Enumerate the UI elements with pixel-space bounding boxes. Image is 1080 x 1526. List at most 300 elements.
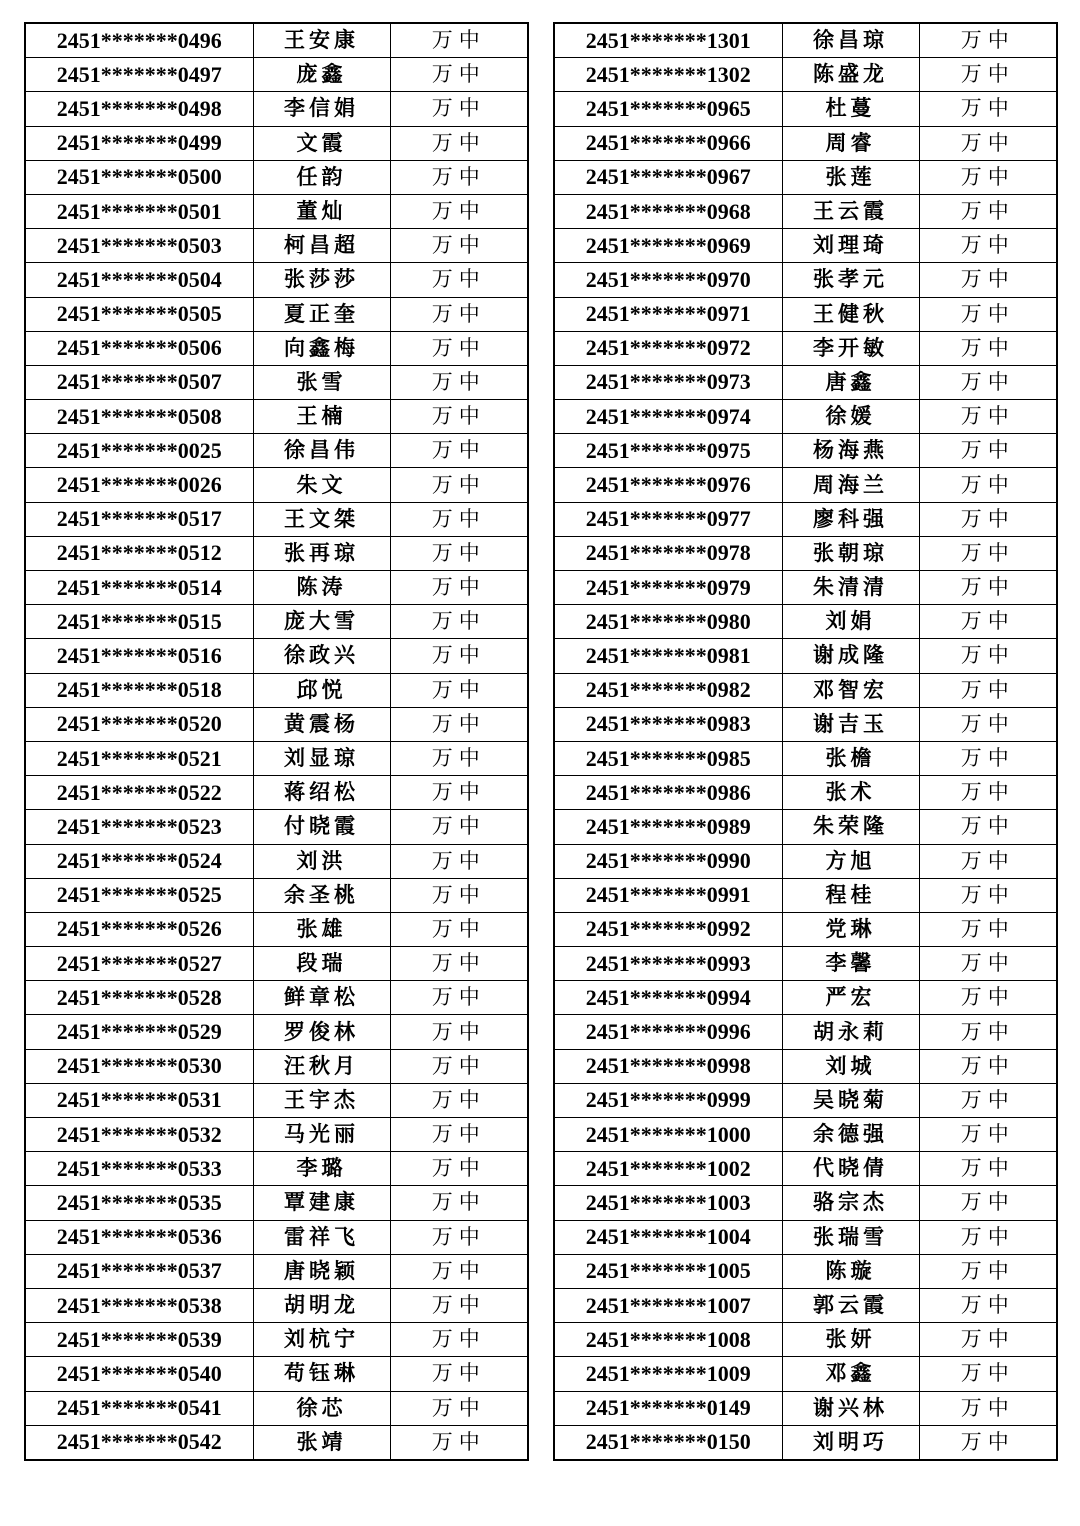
table-row [554, 536, 1057, 570]
table-row [554, 707, 1057, 741]
id-cell: 2451*******0976 [554, 468, 782, 502]
id-cell: 2451*******0501 [25, 194, 253, 228]
school-cell: 万中 [919, 23, 1057, 58]
name-cell: 王健秋 [782, 297, 919, 331]
id-cell: 2451*******0974 [554, 400, 782, 434]
table-row [554, 263, 1057, 297]
id-cell: 2451*******0529 [25, 1015, 253, 1049]
table-row [25, 400, 528, 434]
id-cell: 2451*******0149 [554, 1391, 782, 1425]
table-row [25, 160, 528, 194]
name-cell: 方旭 [782, 844, 919, 878]
table-row [25, 297, 528, 331]
name-cell: 张术 [782, 776, 919, 810]
school-cell: 万中 [390, 1425, 528, 1460]
table-row [25, 1323, 528, 1357]
id-cell: 2451*******0515 [25, 605, 253, 639]
id-cell: 2451*******0981 [554, 639, 782, 673]
id-cell: 2451*******0521 [25, 741, 253, 775]
roster-table-left [24, 22, 529, 1461]
name-cell: 刘理琦 [782, 229, 919, 263]
school-cell: 万中 [390, 229, 528, 263]
roster-table-right-body [554, 23, 1057, 1460]
id-cell: 2451*******0985 [554, 741, 782, 775]
table-row [554, 1323, 1057, 1357]
school-cell: 万中 [919, 434, 1057, 468]
name-cell: 党琳 [782, 912, 919, 946]
id-cell: 2451*******0972 [554, 331, 782, 365]
school-cell: 万中 [919, 1186, 1057, 1220]
table-row [554, 502, 1057, 536]
school-cell: 万中 [390, 1323, 528, 1357]
table-row [554, 365, 1057, 399]
name-cell: 唐鑫 [782, 365, 919, 399]
id-cell: 2451*******1301 [554, 23, 782, 58]
id-cell: 2451*******0498 [25, 92, 253, 126]
name-cell: 李馨 [782, 947, 919, 981]
name-cell: 刘洪 [253, 844, 390, 878]
name-cell: 李信娟 [253, 92, 390, 126]
table-row [25, 331, 528, 365]
name-cell: 刘明巧 [782, 1425, 919, 1460]
name-cell: 朱荣隆 [782, 810, 919, 844]
school-cell: 万中 [390, 297, 528, 331]
name-cell: 黄震杨 [253, 707, 390, 741]
table-row [554, 468, 1057, 502]
name-cell: 胡永莉 [782, 1015, 919, 1049]
school-cell: 万中 [390, 468, 528, 502]
id-cell: 2451*******0499 [25, 126, 253, 160]
name-cell: 吴晓菊 [782, 1083, 919, 1117]
table-row [25, 502, 528, 536]
name-cell: 徐昌伟 [253, 434, 390, 468]
id-cell: 2451*******0971 [554, 297, 782, 331]
name-cell: 余圣桃 [253, 878, 390, 912]
school-cell: 万中 [919, 878, 1057, 912]
roster-table-right [553, 22, 1058, 1461]
table-row [25, 741, 528, 775]
table-row [25, 1357, 528, 1391]
id-cell: 2451*******0532 [25, 1118, 253, 1152]
id-cell: 2451*******0516 [25, 639, 253, 673]
id-cell: 2451*******0996 [554, 1015, 782, 1049]
name-cell: 董灿 [253, 194, 390, 228]
school-cell: 万中 [390, 912, 528, 946]
school-cell: 万中 [919, 1425, 1057, 1460]
table-row [25, 1118, 528, 1152]
school-cell: 万中 [390, 776, 528, 810]
name-cell: 徐媛 [782, 400, 919, 434]
name-cell: 王安康 [253, 23, 390, 58]
school-cell: 万中 [390, 1118, 528, 1152]
school-cell: 万中 [919, 365, 1057, 399]
name-cell: 谢吉玉 [782, 707, 919, 741]
table-row [25, 981, 528, 1015]
table-row [25, 1391, 528, 1425]
id-cell: 2451*******0504 [25, 263, 253, 297]
table-row [554, 229, 1057, 263]
table-row [25, 126, 528, 160]
name-cell: 张雪 [253, 365, 390, 399]
school-cell: 万中 [390, 126, 528, 160]
id-cell: 2451*******0530 [25, 1049, 253, 1083]
id-cell: 2451*******0999 [554, 1083, 782, 1117]
school-cell: 万中 [919, 1049, 1057, 1083]
table-row [25, 947, 528, 981]
table-row [554, 1357, 1057, 1391]
name-cell: 廖科强 [782, 502, 919, 536]
table-row [25, 229, 528, 263]
table-row [554, 776, 1057, 810]
name-cell: 付晓霞 [253, 810, 390, 844]
school-cell: 万中 [390, 878, 528, 912]
table-row [25, 536, 528, 570]
name-cell: 段瑞 [253, 947, 390, 981]
name-cell: 郭云霞 [782, 1288, 919, 1322]
name-cell: 向鑫梅 [253, 331, 390, 365]
id-cell: 2451*******0524 [25, 844, 253, 878]
name-cell: 李开敏 [782, 331, 919, 365]
table-row [554, 1152, 1057, 1186]
table-row [554, 1015, 1057, 1049]
id-cell: 2451*******0500 [25, 160, 253, 194]
table-row [25, 92, 528, 126]
name-cell: 柯昌超 [253, 229, 390, 263]
id-cell: 2451*******0967 [554, 160, 782, 194]
school-cell: 万中 [919, 947, 1057, 981]
table-row [25, 434, 528, 468]
school-cell: 万中 [919, 912, 1057, 946]
id-cell: 2451*******0538 [25, 1288, 253, 1322]
table-row [554, 126, 1057, 160]
id-cell: 2451*******0026 [25, 468, 253, 502]
name-cell: 邓鑫 [782, 1357, 919, 1391]
school-cell: 万中 [390, 1186, 528, 1220]
id-cell: 2451*******0508 [25, 400, 253, 434]
table-row [25, 639, 528, 673]
school-cell: 万中 [919, 707, 1057, 741]
school-cell: 万中 [919, 639, 1057, 673]
school-cell: 万中 [919, 1391, 1057, 1425]
school-cell: 万中 [390, 1391, 528, 1425]
id-cell: 2451*******1008 [554, 1323, 782, 1357]
id-cell: 2451*******0517 [25, 502, 253, 536]
table-row [25, 1186, 528, 1220]
name-cell: 夏正奎 [253, 297, 390, 331]
name-cell: 张檐 [782, 741, 919, 775]
table-row [554, 194, 1057, 228]
id-cell: 2451*******0978 [554, 536, 782, 570]
school-cell: 万中 [390, 1049, 528, 1083]
name-cell: 任韵 [253, 160, 390, 194]
id-cell: 2451*******0977 [554, 502, 782, 536]
id-cell: 2451*******0536 [25, 1220, 253, 1254]
id-cell: 2451*******0980 [554, 605, 782, 639]
id-cell: 2451*******0539 [25, 1323, 253, 1357]
id-cell: 2451*******0523 [25, 810, 253, 844]
name-cell: 王文桀 [253, 502, 390, 536]
name-cell: 汪秋月 [253, 1049, 390, 1083]
table-row [25, 605, 528, 639]
id-cell: 2451*******0982 [554, 673, 782, 707]
table-row [554, 1288, 1057, 1322]
name-cell: 覃建康 [253, 1186, 390, 1220]
school-cell: 万中 [919, 126, 1057, 160]
name-cell: 张莎莎 [253, 263, 390, 297]
school-cell: 万中 [919, 468, 1057, 502]
id-cell: 2451*******0973 [554, 365, 782, 399]
id-cell: 2451*******0526 [25, 912, 253, 946]
school-cell: 万中 [390, 844, 528, 878]
table-row [554, 1425, 1057, 1460]
name-cell: 朱文 [253, 468, 390, 502]
id-cell: 2451*******1000 [554, 1118, 782, 1152]
table-row [25, 1049, 528, 1083]
name-cell: 苟钰琳 [253, 1357, 390, 1391]
id-cell: 2451*******0512 [25, 536, 253, 570]
school-cell: 万中 [919, 263, 1057, 297]
name-cell: 陈璇 [782, 1254, 919, 1288]
school-cell: 万中 [390, 536, 528, 570]
id-cell: 2451*******0542 [25, 1425, 253, 1460]
name-cell: 骆宗杰 [782, 1186, 919, 1220]
school-cell: 万中 [919, 229, 1057, 263]
id-cell: 2451*******0497 [25, 58, 253, 92]
name-cell: 周睿 [782, 126, 919, 160]
table-row [554, 400, 1057, 434]
id-cell: 2451*******0975 [554, 434, 782, 468]
school-cell: 万中 [919, 810, 1057, 844]
school-cell: 万中 [390, 1254, 528, 1288]
name-cell: 周海兰 [782, 468, 919, 502]
table-row [25, 1152, 528, 1186]
school-cell: 万中 [390, 1083, 528, 1117]
id-cell: 2451*******0507 [25, 365, 253, 399]
table-row [554, 981, 1057, 1015]
name-cell: 马光丽 [253, 1118, 390, 1152]
school-cell: 万中 [390, 1357, 528, 1391]
table-row [554, 878, 1057, 912]
id-cell: 2451*******1007 [554, 1288, 782, 1322]
id-cell: 2451*******1003 [554, 1186, 782, 1220]
table-row [554, 1220, 1057, 1254]
table-row [554, 92, 1057, 126]
school-cell: 万中 [390, 1152, 528, 1186]
school-cell: 万中 [390, 1015, 528, 1049]
name-cell: 程桂 [782, 878, 919, 912]
table-row [25, 58, 528, 92]
name-cell: 李璐 [253, 1152, 390, 1186]
table-row [554, 1186, 1057, 1220]
school-cell: 万中 [919, 502, 1057, 536]
school-cell: 万中 [919, 844, 1057, 878]
id-cell: 2451*******0541 [25, 1391, 253, 1425]
id-cell: 2451*******0533 [25, 1152, 253, 1186]
school-cell: 万中 [919, 776, 1057, 810]
table-row [554, 160, 1057, 194]
school-cell: 万中 [390, 1288, 528, 1322]
name-cell: 王楠 [253, 400, 390, 434]
school-cell: 万中 [919, 673, 1057, 707]
school-cell: 万中 [919, 1357, 1057, 1391]
table-row [25, 1220, 528, 1254]
id-cell: 2451*******0965 [554, 92, 782, 126]
name-cell: 刘娟 [782, 605, 919, 639]
table-row [554, 434, 1057, 468]
school-cell: 万中 [390, 810, 528, 844]
name-cell: 张朝琼 [782, 536, 919, 570]
id-cell: 2451*******0979 [554, 571, 782, 605]
table-row [554, 297, 1057, 331]
school-cell: 万中 [919, 92, 1057, 126]
school-cell: 万中 [390, 673, 528, 707]
school-cell: 万中 [919, 605, 1057, 639]
school-cell: 万中 [919, 1220, 1057, 1254]
name-cell: 鲜章松 [253, 981, 390, 1015]
id-cell: 2451*******1004 [554, 1220, 782, 1254]
name-cell: 朱清清 [782, 571, 919, 605]
school-cell: 万中 [919, 741, 1057, 775]
table-row [554, 571, 1057, 605]
id-cell: 2451*******0520 [25, 707, 253, 741]
school-cell: 万中 [390, 194, 528, 228]
school-cell: 万中 [919, 400, 1057, 434]
name-cell: 王宇杰 [253, 1083, 390, 1117]
name-cell: 刘显琼 [253, 741, 390, 775]
name-cell: 罗俊林 [253, 1015, 390, 1049]
id-cell: 2451*******0527 [25, 947, 253, 981]
name-cell: 唐晓颖 [253, 1254, 390, 1288]
name-cell: 蒋绍松 [253, 776, 390, 810]
table-row [554, 1118, 1057, 1152]
school-cell: 万中 [390, 639, 528, 673]
name-cell: 文霞 [253, 126, 390, 160]
id-cell: 2451*******0986 [554, 776, 782, 810]
id-cell: 2451*******0518 [25, 673, 253, 707]
school-cell: 万中 [919, 1083, 1057, 1117]
name-cell: 代晓倩 [782, 1152, 919, 1186]
id-cell: 2451*******0506 [25, 331, 253, 365]
school-cell: 万中 [390, 23, 528, 58]
id-cell: 2451*******1009 [554, 1357, 782, 1391]
name-cell: 谢成隆 [782, 639, 919, 673]
school-cell: 万中 [390, 331, 528, 365]
school-cell: 万中 [919, 1118, 1057, 1152]
name-cell: 陈涛 [253, 571, 390, 605]
name-cell: 张靖 [253, 1425, 390, 1460]
school-cell: 万中 [390, 400, 528, 434]
id-cell: 2451*******0522 [25, 776, 253, 810]
name-cell: 张瑞雪 [782, 1220, 919, 1254]
table-row [25, 571, 528, 605]
name-cell: 雷祥飞 [253, 1220, 390, 1254]
id-cell: 2451*******0993 [554, 947, 782, 981]
id-cell: 2451*******0998 [554, 1049, 782, 1083]
id-cell: 2451*******0983 [554, 707, 782, 741]
id-cell: 2451*******0994 [554, 981, 782, 1015]
school-cell: 万中 [390, 605, 528, 639]
school-cell: 万中 [390, 92, 528, 126]
school-cell: 万中 [919, 331, 1057, 365]
table-row [25, 878, 528, 912]
name-cell: 徐政兴 [253, 639, 390, 673]
id-cell: 2451*******0992 [554, 912, 782, 946]
table-row [25, 776, 528, 810]
school-cell: 万中 [919, 58, 1057, 92]
table-row [25, 1015, 528, 1049]
id-cell: 2451*******0970 [554, 263, 782, 297]
name-cell: 刘杭宁 [253, 1323, 390, 1357]
school-cell: 万中 [390, 947, 528, 981]
id-cell: 2451*******0150 [554, 1425, 782, 1460]
id-cell: 2451*******0966 [554, 126, 782, 160]
school-cell: 万中 [390, 502, 528, 536]
school-cell: 万中 [919, 571, 1057, 605]
school-cell: 万中 [390, 707, 528, 741]
table-row [554, 1391, 1057, 1425]
school-cell: 万中 [390, 434, 528, 468]
name-cell: 张妍 [782, 1323, 919, 1357]
school-cell: 万中 [919, 160, 1057, 194]
table-row [25, 1254, 528, 1288]
table-row [25, 1083, 528, 1117]
name-cell: 邓智宏 [782, 673, 919, 707]
table-row [554, 912, 1057, 946]
table-row [25, 707, 528, 741]
roster-table-left-body [25, 23, 528, 1460]
name-cell: 陈盛龙 [782, 58, 919, 92]
table-row [554, 58, 1057, 92]
school-cell: 万中 [919, 1288, 1057, 1322]
name-cell: 胡明龙 [253, 1288, 390, 1322]
table-row [25, 1288, 528, 1322]
name-cell: 庞鑫 [253, 58, 390, 92]
id-cell: 2451*******1002 [554, 1152, 782, 1186]
name-cell: 张再琼 [253, 536, 390, 570]
table-row [25, 810, 528, 844]
id-cell: 2451*******0528 [25, 981, 253, 1015]
id-cell: 2451*******0968 [554, 194, 782, 228]
school-cell: 万中 [390, 1220, 528, 1254]
table-row [554, 605, 1057, 639]
id-cell: 2451*******0503 [25, 229, 253, 263]
id-cell: 2451*******0025 [25, 434, 253, 468]
school-cell: 万中 [919, 1323, 1057, 1357]
name-cell: 余德强 [782, 1118, 919, 1152]
name-cell: 刘城 [782, 1049, 919, 1083]
name-cell: 徐昌琼 [782, 23, 919, 58]
name-cell: 杜蔓 [782, 92, 919, 126]
id-cell: 2451*******0531 [25, 1083, 253, 1117]
table-row [554, 639, 1057, 673]
school-cell: 万中 [390, 741, 528, 775]
table-row [25, 673, 528, 707]
id-cell: 2451*******1302 [554, 58, 782, 92]
school-cell: 万中 [390, 981, 528, 1015]
id-cell: 2451*******0514 [25, 571, 253, 605]
table-row [554, 810, 1057, 844]
id-cell: 2451*******0540 [25, 1357, 253, 1391]
table-row [25, 912, 528, 946]
id-cell: 2451*******0505 [25, 297, 253, 331]
id-cell: 2451*******1005 [554, 1254, 782, 1288]
table-row [554, 741, 1057, 775]
table-row [554, 331, 1057, 365]
table-row [25, 263, 528, 297]
school-cell: 万中 [919, 981, 1057, 1015]
table-row [554, 673, 1057, 707]
name-cell: 杨海燕 [782, 434, 919, 468]
